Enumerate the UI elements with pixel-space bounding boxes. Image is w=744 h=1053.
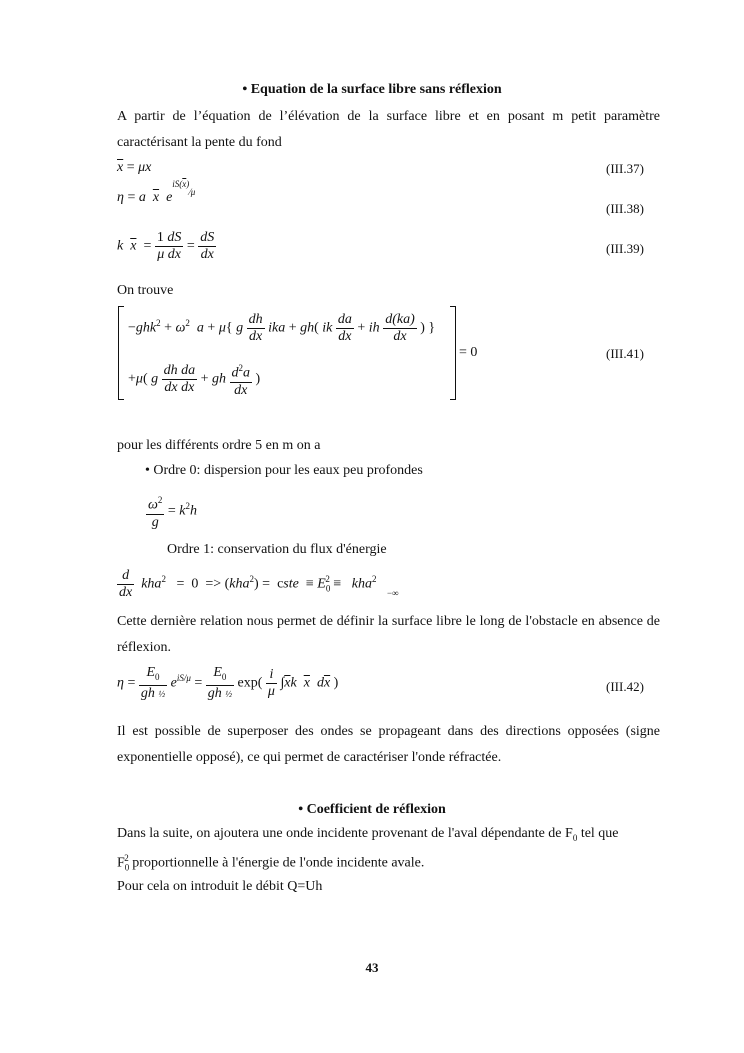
page-number: 43 (365, 960, 379, 975)
text-ordre0: • Ordre 0: dispersion pour les eaux peu profondes (145, 463, 423, 478)
f0-subscript: 0 (572, 832, 578, 843)
paragraph-suite-end: tel que (577, 826, 619, 841)
f0-sup: 2 (124, 853, 129, 863)
paragraph-suite-text: Dans la suite, on ajoutera une onde incidente provenant de l'aval dépendante de F (117, 826, 573, 841)
equation-38: η = a $\overline{x}$ $e^{iS(\overline{x})⁄\mu}$ (117, 179, 196, 205)
left-bracket (118, 306, 124, 400)
text-ordres: pour les différents ordre 5 en m on a (117, 438, 321, 453)
section-heading-equation: • Equation de la surface libre sans réflexion (242, 82, 502, 97)
equation-dispersion: $\frac{\omega^2}{g}$ = $k^2h$ (146, 492, 197, 531)
paragraph-suite (117, 826, 619, 843)
equation-37: $\overline{x} = \mu x$ (117, 160, 152, 175)
equation-41-line2: +μ( g $\frac{\text{dh da}}{d\overline{x} d\overline{x}}$ + gh $\frac{d^2a}{d\overline{x}}$ ) (128, 360, 260, 399)
paragraph-cette: Cette dernière relation nous permet de définir la surface libre le long de l'obstacle en absence de réflexion. (117, 614, 660, 655)
equation-number-38: (III.38) (606, 201, 644, 216)
equation-41-line1: $-ghk^2 + \omega^2$ a + μ{ g $\frac{dh}{d\overline{x}}$ ika + gh( ik $\frac{da}{d\overline{x}}$ + ih $\frac{d(ka)}{d\overline{x}}$ ) } (128, 312, 436, 344)
equation-energy-flux: $\frac{d}{dx}$ kha$^2$ = 0 => (kha$^2$) = cste ≡ $E_0^2 \equiv kha^2$ $_{-\infty}$ (119, 568, 399, 600)
equation-number-41: (III.41) (606, 346, 644, 361)
text-on-trouve: On trouve (117, 283, 174, 298)
f0-rest: proportionnelle à l'énergie de l'onde incidente avale. (128, 855, 425, 871)
text-ordre1: Ordre 1: conservation du flux d'énergie (167, 542, 387, 557)
paragraph-intro: A partir de l’équation de l’élévation de la surface libre et en posant m petit paramètre caractérisant la pente du fond (117, 109, 660, 150)
equation-number-37: (III.37) (606, 161, 644, 176)
equation-number-39: (III.39) (606, 241, 644, 256)
paragraph-superposer: Il est possible de superposer des ondes se propageant dans des directions opposées (signe exponentielle opposé), ce qui permet de caractériser l'onde réfractée. (117, 724, 660, 765)
equation-number-42: (III.42) (606, 679, 644, 694)
equation-41-rhs: = 0 (459, 345, 478, 360)
paragraph-f0 (117, 853, 424, 872)
equation-39: k $\overline{x}$ = $\frac{1 dS}{\text{μ dx}}$ = $\frac{dS}{d\overline{x}}$ (117, 230, 215, 262)
section-heading-coefficient: • Coefficient de réflexion (298, 802, 446, 817)
right-bracket (450, 306, 456, 400)
f0-sub: 0 (124, 862, 130, 873)
paragraph-debit: Pour cela on introduit le débit Q=Uh (117, 879, 323, 894)
equation-42: η = $\frac{E_0}{\text{gh ½}}$ $e^{iS/\mu}$ = $\frac{E_0}{\text{gh ½}}$ exp( $\frac{i}{\mu}$ $\int\overline{x}k$ $\overline{x}$ $d\overline{x}$ ) (117, 665, 339, 701)
f0-letter: F (117, 855, 125, 871)
